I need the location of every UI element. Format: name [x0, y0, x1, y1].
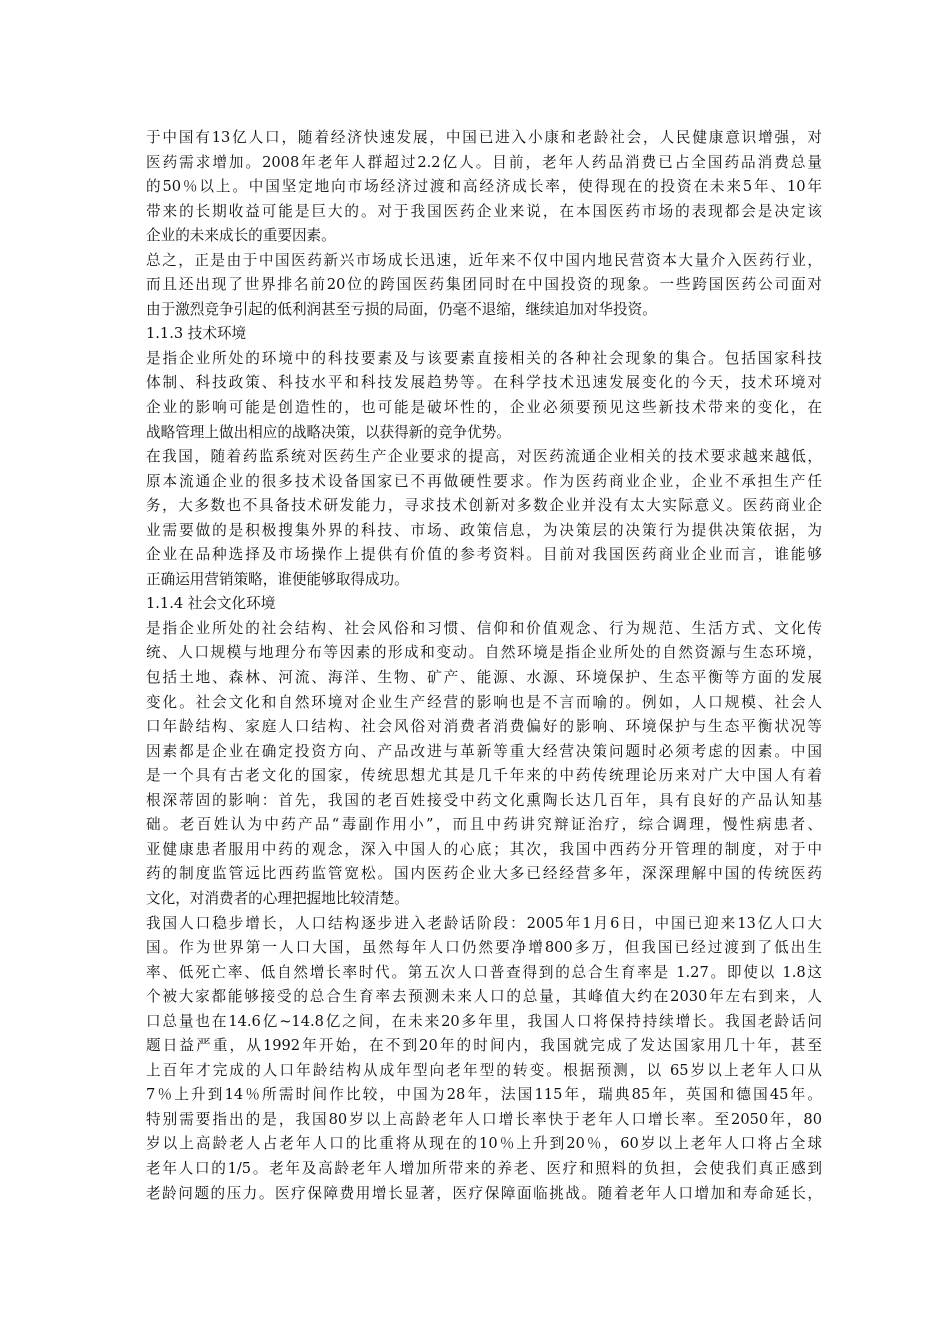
text-line: 而且还出现了世界排名前20位的跨国医药集团同时在中国投资的现象。一些跨国医药公司面对	[146, 276, 822, 294]
text-line: 企业的未来成长的重要因素。	[146, 227, 336, 245]
text-line: 老年人口的1/5。老年及高龄老年人增加所带来的养老、医疗和照料的负担，会使我们真正感到	[146, 1159, 822, 1177]
text-line: 由于激烈竞争引起的低利润甚至亏损的局面，仍毫不退缩，继续追加对华投资。	[146, 300, 657, 318]
text-line: 战略管理上做出相应的战略决策，以获得新的竞争优势。	[146, 423, 511, 441]
text-line: 总之，正是由于中国医药新兴市场成长迅速，近年来不仅中国内地民营资本大量介入医药行业，	[146, 251, 822, 269]
paragraph	[146, 126, 822, 249]
text-line: 个被大家都能够接受的总合生育率去预测未来人口的总量，其峰值大约在2030年左右到来，人	[146, 988, 822, 1006]
paragraph	[146, 912, 822, 1207]
text-line: 医药需求增加。2008年老年人群超过2.2亿人。目前，老年人药品消费已占全国药品消费总量	[146, 153, 822, 171]
text-line: 于中国有13亿人口，随着经济快速发展，中国已进入小康和老龄社会，人民健康意识增强，对	[146, 129, 822, 146]
text-line: 因素都是企业在确定投资方向、产品改进与革新等重大经营决策问题时必须考虑的因素。中国	[146, 742, 822, 760]
text-line: 带来的长期收益可能是巨大的。对于我国医药企业来说，在本国医药市场的表现都会是决定该	[146, 202, 822, 220]
text-line: 药的制度监管远比西药监管宽松。国内医药企业大多已经经营多年，深深理解中国的传统医药	[146, 865, 822, 883]
text-line: 文化，对消费者的心理把握地比较清楚。	[146, 889, 409, 907]
text-line: 是指企业所处的环境中的科技要素及与该要素直接相关的各种社会现象的集合。包括国家科技	[146, 349, 822, 367]
text-line: 础。老百姓认为中药产品“毒副作用小”，而且中药讲究辩证治疗，综合调理，慢性病患者、	[146, 816, 822, 834]
paragraph	[146, 347, 822, 445]
text-line: 是指企业所处的社会结构、社会风俗和习惯、信仰和价值观念、行为规范、生活方式、文化传	[146, 619, 822, 637]
section-heading: 1.1.4 社会文化环境	[146, 595, 276, 613]
text-line: 的50％以上。中国坚定地向市场经济过渡和高经济成长率，使得现在的投资在未来5年、10年	[146, 178, 822, 196]
section-heading: 1.1.3 技术环境	[146, 325, 247, 343]
document-page	[146, 126, 822, 1206]
text-line: 企业的影响可能是创造性的，也可能是破坏性的，企业必须要预见这些新技术带来的变化，在	[146, 399, 822, 417]
text-line: 口总量也在14.6亿~14.8亿之间，在未来20多年里，我国人口将保持持续增长。我国老龄话问	[146, 1012, 822, 1030]
paragraph	[146, 617, 822, 912]
text-line: 特别需要指出的是，我国80岁以上高龄老年人口增长率快于老年人口增长率。至2050年，80	[146, 1110, 822, 1128]
text-line: 上百年才完成的人口年龄结构从成年型向老年型的转变。根据预测，以 65岁以上老年人口从	[146, 1061, 822, 1079]
text-line: 变化。社会文化和自然环境对企业生产经营的影响也是不言而喻的。例如，人口规模、社会人	[146, 693, 822, 711]
paragraph	[146, 445, 822, 592]
text-line: 亚健康患者服用中药的观念，深入中国人的心底；其次，我国中西药分开管理的制度，对于中	[146, 840, 822, 858]
text-line: 体制、科技政策、科技水平和科技发展趋势等。在科学技术迅速发展变化的今天，技术环境对	[146, 374, 822, 392]
paragraph	[146, 249, 822, 323]
text-line: 口年龄结构、家庭人口结构、社会风俗对消费者消费偏好的影响、环境保护与生态平衡状况等	[146, 718, 822, 736]
text-line: 老龄问题的压力。医疗保障费用增长显著，医疗保障面临挑战。随着老年人口增加和寿命延长，	[146, 1184, 822, 1202]
text-line: 题日益严重，从1992年开始，在不到20年的时间内，我国就完成了发达国家用几十年，甚至	[146, 1037, 822, 1055]
text-line: 7％上升到14％所需时间作比较，中国为28年，法国115年，瑞典85年，英国和德国45年。	[146, 1086, 822, 1104]
text-line: 原本流通企业的很多技术设备国家已不再做硬性要求。作为医药商业企业，企业不承担生产任	[146, 472, 822, 490]
text-line: 率、低死亡率、低自然增长率时代。第五次人口普查得到的总合生育率是 1.27。即使以 1.8这	[146, 963, 822, 981]
text-line: 统、人口规模与地理分布等因素的形成和变动。自然环境是指企业所处的自然资源与生态环境，	[146, 644, 822, 662]
text-line: 是一个具有古老文化的国家，传统思想尤其是几千年来的中药传统理论历来对广大中国人有着	[146, 767, 822, 785]
text-line: 岁以上高龄老人占老年人口的比重将从现在的10％上升到20％，60岁以上老年人口将占全球	[146, 1135, 822, 1153]
text-line: 我国人口稳步增长，人口结构逐步进入老龄话阶段：2005年1月6日，中国已迎来13亿人口大	[146, 914, 822, 932]
text-line: 正确运用营销策略，谁便能够取得成功。	[146, 570, 409, 588]
text-line: 国。作为世界第一人口大国，虽然每年人口仍然要净增800多万，但我国已经过渡到了低出生	[146, 939, 822, 957]
text-line: 在我国，随着药监系统对医药生产企业要求的提高，对医药流通企业相关的技术要求越来越低，	[146, 448, 822, 466]
text-line: 务，大多数也不具备技术研发能力，寻求技术创新对多数企业并没有太大实际意义。医药商业企	[146, 497, 822, 515]
text-line: 包括土地、森林、河流、海洋、生物、矿产、能源、水源、环境保护、生态平衡等方面的发展	[146, 669, 822, 687]
text-line: 企业在品种选择及市场操作上提供有价值的参考资料。目前对我国医药商业企业而言，谁能够	[146, 546, 822, 564]
text-line: 业需要做的是积极搜集外界的科技、市场、政策信息，为决策层的决策行为提供决策依据，为	[146, 521, 822, 539]
text-line: 根深蒂固的影响：首先，我国的老百姓接受中药文化熏陶长达几百年，具有良好的产品认知基	[146, 791, 822, 809]
